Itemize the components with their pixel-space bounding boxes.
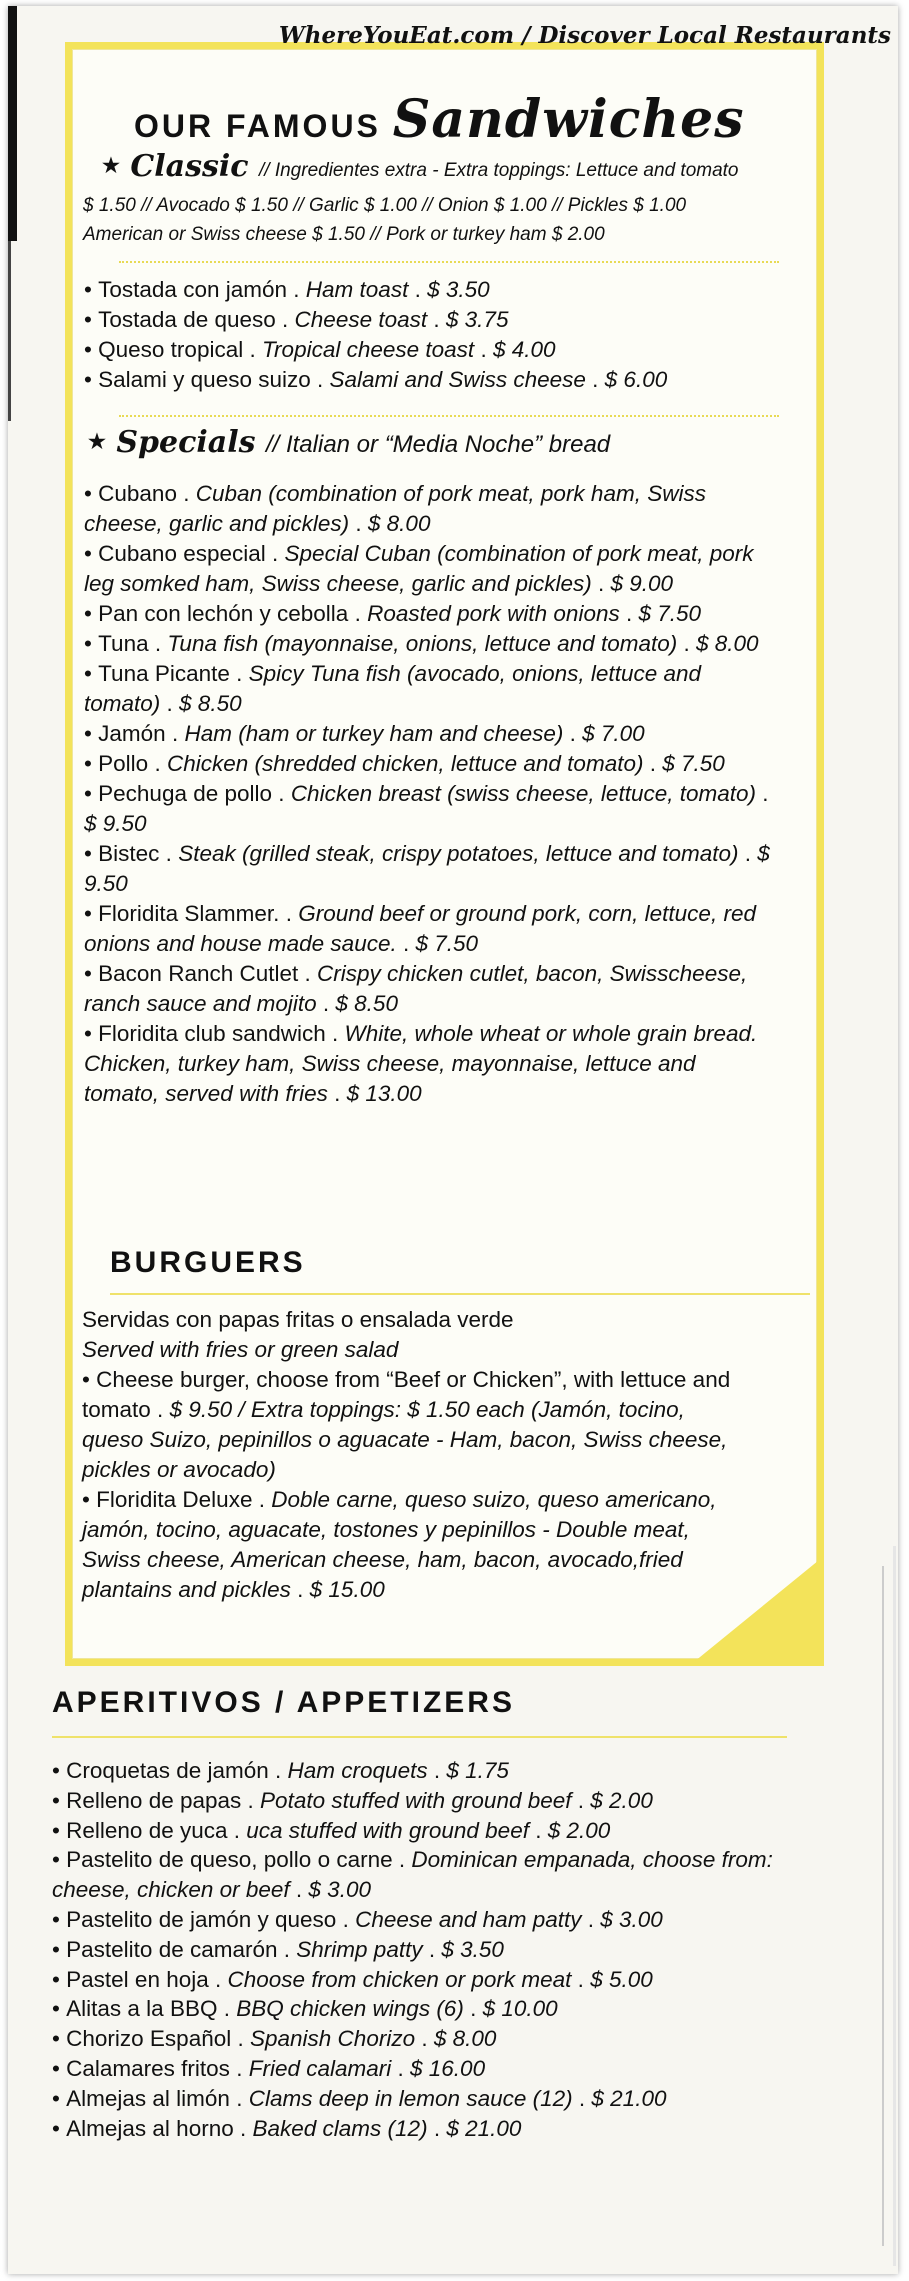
star-icon: ★: [102, 153, 120, 177]
item-name: • Pastelito de camarón: [52, 1937, 278, 1962]
item-description: Chicken breast (swiss cheese, lettuce, tomato): [290, 781, 757, 806]
item-description: Ham toast: [305, 277, 409, 302]
burgers-title: BURGUERS: [110, 1246, 306, 1279]
item-price: $ 6.00: [604, 367, 668, 392]
item-name: • Bacon Ranch Cutlet: [84, 961, 298, 986]
classic-subhead: [102, 149, 739, 184]
item-description: Cheese and ham patty: [355, 1906, 582, 1932]
specials-list: [84, 479, 774, 1109]
menu-item: • Bacon Ranch Cutlet . Crispy chicken cutlet, bacon, Swisscheese, ranch sauce and mojito . $ 8.50: [84, 959, 774, 1019]
item-name: • Floridita Slammer.: [84, 901, 279, 926]
site-watermark: WhereYouEat.com / Discover Local Restaurants: [278, 22, 891, 49]
star-icon: ★: [88, 429, 106, 453]
item-description: Spicy Tuna fish (avocado, onions, lettuce and tomato): [84, 661, 702, 716]
item-name: • Croquetas de jamón: [52, 1758, 269, 1783]
item-price: $ 2.00: [590, 1787, 653, 1813]
classic-list: [84, 275, 779, 395]
menu-item: • Cubano . Cuban (combination of pork meat, pork ham, Swiss cheese, garlic and pickles) . $ 8.00: [84, 479, 774, 539]
item-price: $ 21.00: [446, 2115, 522, 2141]
item-price: $ 15.00: [309, 1577, 385, 1602]
menu-item: • Floridita club sandwich . White, whole wheat or whole grain bread. Chicken, turkey ham, Swiss cheese, mayonnaise, lettuce and tomato, served with fries . $ 13.00: [84, 1019, 774, 1109]
menu-item: • Almejas al horno . Baked clams (12) . $ 21.00: [52, 2114, 832, 2144]
item-description: Chicken (shredded chicken, lettuce and tomato): [166, 751, 644, 776]
menu-item: • Cubano especial . Special Cuban (combination of pork meat, pork leg somked ham, Swiss cheese, garlic and pickles) . $ 9.00: [84, 539, 774, 599]
item-description: White, whole wheat or whole grain bread. Chicken, turkey ham, Swiss cheese, mayonnaise, lettuce and tomato, served with fries: [84, 1021, 758, 1106]
item-price: $ 8.50: [179, 691, 242, 716]
menu-item: • Floridita Slammer. . Ground beef or ground pork, corn, lettuce, red onions and house made sauce. . $ 7.50: [84, 899, 774, 959]
item-description: uca stuffed with ground beef: [246, 1817, 529, 1843]
item-name: • Pastel en hoja: [52, 1967, 209, 1992]
item-name: • Relleno de papas: [52, 1788, 241, 1813]
item-description: Tropical cheese toast: [261, 337, 475, 362]
next-page-edge: [882, 1566, 884, 2246]
item-price: $ 9.50: [84, 811, 147, 836]
item-name: • Almejas al limón: [52, 2086, 230, 2111]
item-name: • Bistec: [84, 841, 159, 866]
item-description: Ground beef or ground pork, corn, lettuce, red onions and house made sauce.: [84, 901, 756, 956]
specials-subhead: [88, 425, 610, 460]
item-name: • Pechuga de pollo: [84, 781, 272, 806]
heading-script-text: Sandwiches: [392, 89, 745, 150]
menu-item: • Tuna . Tuna fish (mayonnaise, onions, lettuce and tomato) . $ 8.00: [84, 629, 774, 659]
specials-title: Specials: [116, 425, 256, 460]
menu-item: • Cheese burger, choose from “Beef or Chicken”, with lettuce and tomato . $ 9.50 / Extra toppings: $ 1.50 each (Jamón, tocino, queso Suizo, pepinillos o aguacate - Ham, bacon, Swiss cheese, pickles or avocado): [82, 1365, 742, 1485]
item-name: • Salami y queso suizo: [84, 367, 311, 392]
menu-item: • Pastelito de camarón . Shrimp patty . $ 3.50: [52, 1935, 832, 1965]
item-description: Fried calamari: [248, 2055, 392, 2081]
item-price: $ 7.50: [638, 601, 702, 626]
item-price: $ 9.00: [610, 571, 674, 596]
item-name: • Alitas a la BBQ: [52, 1996, 217, 2021]
specials-divider: [119, 415, 779, 417]
sandwiches-panel: [65, 42, 824, 1666]
item-description: Cheese toast: [294, 307, 428, 332]
next-page-edge-shadow: [893, 1546, 896, 2266]
item-price: $ 7.50: [415, 931, 479, 956]
item-description: Special Cuban (combination of pork meat, pork leg somked ham, Swiss cheese, garlic and pickles): [84, 541, 754, 596]
item-description: Clams deep in lemon sauce (12): [248, 2085, 573, 2111]
item-price: $ 4.00: [492, 337, 556, 362]
menu-page: [8, 6, 898, 2274]
item-price: $ 3.00: [600, 1906, 663, 1932]
page-spine: [8, 6, 17, 241]
item-name: • Jamón: [84, 721, 166, 746]
item-name: • Chorizo Español: [52, 2026, 231, 2051]
menu-item: • Pastel en hoja . Choose from chicken or pork meat . $ 5.00: [52, 1965, 832, 1995]
item-price: $ 21.00: [591, 2085, 667, 2111]
burgers-intro-en: Served with fries or green salad: [82, 1337, 399, 1362]
menu-item: • Pastelito de queso, pollo o carne . Dominican empanada, choose from: cheese, chicken or beef . $ 3.00: [52, 1845, 832, 1905]
item-description: BBQ chicken wings (6): [236, 1996, 464, 2022]
item-price: $ 10.00: [482, 1996, 558, 2022]
item-name: • Tuna: [84, 631, 149, 656]
item-name: • Pan con lechón y cebolla: [84, 601, 348, 626]
sandwiches-heading: [134, 89, 745, 150]
item-name: • Floridita club sandwich: [84, 1021, 326, 1046]
classic-extras: [83, 191, 803, 249]
item-description: Crispy chicken cutlet, bacon, Swisscheese, ranch sauce and mojito: [84, 961, 748, 1016]
item-description: Dominican empanada, choose from: cheese, chicken or beef: [52, 1847, 773, 1903]
item-price: $ 13.00: [346, 1081, 422, 1106]
burgers-intro-es: Servidas con papas fritas o ensalada verde: [82, 1307, 514, 1332]
item-description: Tuna fish (mayonnaise, onions, lettuce and tomato): [167, 631, 678, 656]
item-name: • Almejas al horno: [52, 2116, 234, 2141]
menu-item: • Pastelito de jamón y queso . Cheese and ham patty . $ 3.00: [52, 1905, 832, 1935]
item-name: • Queso tropical: [84, 337, 243, 362]
item-description: Ham croquets: [287, 1758, 428, 1783]
item-price: $ 8.00: [433, 2026, 497, 2052]
item-description: Shrimp patty: [296, 1936, 423, 1962]
item-name: • Cubano: [84, 481, 177, 506]
item-price: $ 7.00: [582, 721, 645, 746]
item-name: • Tuna Picante: [84, 661, 230, 686]
item-price: $ 3.50: [427, 277, 490, 302]
burgers-list: [82, 1365, 742, 1605]
menu-item: • Chorizo Español . Spanish Chorizo . $ 8.00: [52, 2024, 832, 2054]
item-name: • Cubano especial: [84, 541, 266, 566]
menu-item: • Pan con lechón y cebolla . Roasted pork with onions . $ 7.50: [84, 599, 774, 629]
menu-item: • Tostada de queso . Cheese toast . $ 3.75: [84, 305, 779, 335]
specials-note: // Italian or “Media Noche” bread: [265, 431, 611, 458]
item-price: $ 1.75: [446, 1758, 509, 1783]
classic-note-line1: // Ingredientes extra - Extra toppings: Lettuce and tomato: [259, 160, 739, 181]
item-description: Spanish Chorizo: [250, 2026, 416, 2052]
classic-note-line2: $ 1.50 // Avocado $ 1.50 // Garlic $ 1.00 // Onion $ 1.00 // Pickles $ 1.00: [83, 195, 687, 216]
item-price: $ 3.50: [441, 1936, 504, 1962]
item-description: $ 9.50 / Extra toppings: $ 1.50 each (Jamón, tocino, queso Suizo, pepinillos o aguacate - Ham, bacon, Swiss cheese, pickles or avocado): [82, 1397, 728, 1482]
menu-item: • Alitas a la BBQ . BBQ chicken wings (6) . $ 10.00: [52, 1994, 832, 2024]
classic-divider: [119, 261, 779, 263]
burgers-divider: [110, 1293, 810, 1295]
page-spine-shadow: [8, 241, 11, 421]
menu-item: • Jamón . Ham (ham or turkey ham and cheese) . $ 7.00: [84, 719, 774, 749]
item-name: • Cheese burger, choose from “Beef or Chicken”, with lettuce and tomato: [82, 1367, 730, 1422]
item-price: $ 7.50: [662, 751, 725, 776]
menu-item: • Tostada con jamón . Ham toast . $ 3.50: [84, 275, 779, 305]
menu-item: • Floridita Deluxe . Doble carne, queso suizo, queso americano, jamón, tocino, aguacate, tostones y pepinillos - Double meat, Swiss cheese, American cheese, ham, bacon, avocado,fried plantains and pickles . $ 15.00: [82, 1485, 742, 1605]
item-name: • Floridita Deluxe: [82, 1487, 252, 1512]
item-description: Potato stuffed with ground beef: [260, 1787, 572, 1813]
menu-item: • Pollo . Chicken (shredded chicken, lettuce and tomato) . $ 7.50: [84, 749, 774, 779]
classic-title: Classic: [130, 149, 249, 184]
item-price: $ 8.00: [367, 511, 431, 536]
item-price: $ 8.00: [696, 631, 759, 656]
item-name: • Relleno de yuca: [52, 1818, 228, 1843]
menu-item: • Bistec . Steak (grilled steak, crispy potatoes, lettuce and tomato) . $ 9.50: [84, 839, 774, 899]
appetizers-list: [52, 1756, 832, 2143]
appetizers-title: APERITIVOS / APPETIZERS: [52, 1686, 515, 1719]
item-description: Cuban (combination of pork meat, pork ham, Swiss cheese, garlic and pickles): [84, 481, 706, 536]
item-price: $ 5.00: [590, 1966, 653, 1992]
classic-note-line3: American or Swiss cheese $ 1.50 // Pork or turkey ham $ 2.00: [83, 224, 605, 245]
item-name: • Pastelito de jamón y queso: [52, 1907, 336, 1932]
menu-item: • Relleno de yuca . uca stuffed with ground beef . $ 2.00: [52, 1816, 832, 1846]
item-description: Roasted pork with onions: [367, 601, 620, 626]
item-name: • Tostada de queso: [84, 307, 276, 332]
menu-item: • Salami y queso suizo . Salami and Swiss cheese . $ 6.00: [84, 365, 779, 395]
menu-item: • Tuna Picante . Spicy Tuna fish (avocado, onions, lettuce and tomato) . $ 8.50: [84, 659, 774, 719]
item-description: Ham (ham or turkey ham and cheese): [184, 721, 564, 746]
item-name: • Tostada con jamón: [84, 277, 287, 302]
menu-item: • Queso tropical . Tropical cheese toast . $ 4.00: [84, 335, 779, 365]
item-name: • Pollo: [84, 751, 148, 776]
item-price: $ 3.75: [445, 307, 509, 332]
item-description: Doble carne, queso suizo, queso americano, jamón, tocino, aguacate, tostones y pepinillos - Double meat, Swiss cheese, American cheese, ham, bacon, avocado,fried plantains and pickles: [82, 1487, 717, 1602]
item-price: $ 16.00: [410, 2055, 486, 2081]
item-name: • Pastelito de queso, pollo o carne: [52, 1847, 393, 1872]
item-description: Choose from chicken or pork meat: [227, 1966, 572, 1992]
item-description: Salami and Swiss cheese: [329, 367, 586, 392]
item-name: • Calamares fritos: [52, 2056, 230, 2081]
item-description: Baked clams (12): [252, 2115, 428, 2141]
menu-item: • Relleno de papas . Potato stuffed with ground beef . $ 2.00: [52, 1786, 832, 1816]
menu-item: • Croquetas de jamón . Ham croquets . $ 1.75: [52, 1756, 832, 1786]
item-description: Steak (grilled steak, crispy potatoes, lettuce and tomato): [178, 841, 739, 866]
menu-item: • Calamares fritos . Fried calamari . $ 16.00: [52, 2054, 832, 2084]
item-price: $ 2.00: [547, 1817, 611, 1843]
heading-text: OUR FAMOUS: [134, 108, 381, 144]
menu-item: • Pechuga de pollo . Chicken breast (swiss cheese, lettuce, tomato) . $ 9.50: [84, 779, 774, 839]
menu-item: • Almejas al limón . Clams deep in lemon sauce (12) . $ 21.00: [52, 2084, 832, 2114]
item-price: $ 9.50: [84, 841, 770, 896]
item-price: $ 8.50: [335, 991, 398, 1016]
item-price: $ 3.00: [308, 1877, 371, 1903]
appetizers-divider: [52, 1736, 787, 1738]
burgers-intro: [82, 1305, 772, 1365]
